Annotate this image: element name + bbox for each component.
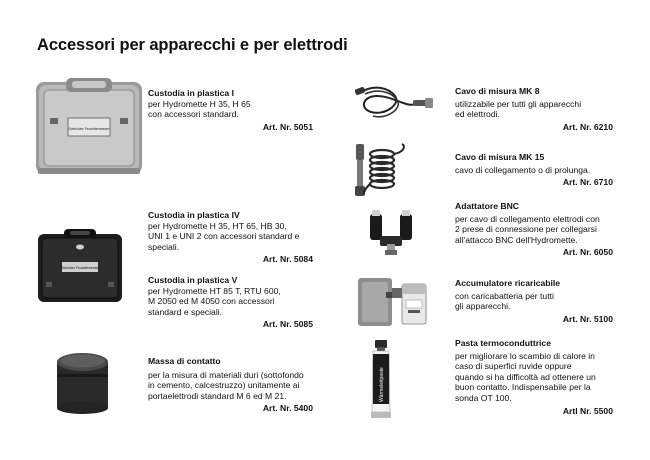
item-art-nr: Art. Nr. 5400 (262, 403, 313, 414)
item-art-nr: Art. Nr. 5051 (262, 121, 313, 132)
item-desc: con caricabatteria per tutti gli apparecchi. (455, 290, 554, 312)
contact-mass-image (55, 350, 110, 414)
case-i-image (36, 78, 142, 176)
item-name: Custodia in plastica IV (148, 210, 240, 220)
item-art-nr: Art. Nr. 5085 (262, 319, 313, 330)
cable-mk8-image (355, 82, 435, 124)
item-desc: per migliorare lo scambio di calore in caso di superfici ruvide oppure quando si ha difficoltà ad ottenere un buon contatto. Indispensabile per la sonda OT 100. (455, 350, 596, 403)
item-desc: per Hydromette H 35, H 65 con accessori standard. (148, 98, 251, 120)
item-cavo-mk8 (455, 86, 613, 132)
item-name: Pasta termoconduttrice (455, 338, 551, 348)
item-name: Custodia in plastica I (148, 88, 234, 98)
item-massa-contatto (148, 356, 313, 414)
item-name: Custodia in plastica V (148, 275, 238, 285)
item-desc: per Hydromette H 35, HT 65, HB 30, UNI 1 e UNI 2 con accessori standard e speciali. (148, 220, 300, 252)
item-art-nr: Art. Nr. 5084 (262, 254, 313, 265)
cable-mk15-image (352, 142, 410, 200)
item-desc: per cavo di collegamento elettrodi con 2 prese di connessione per collegarsi all'attacco BNC dell'Hydromette. (455, 213, 600, 245)
item-name: Adattatore BNC (455, 201, 519, 211)
item-desc: utilizzabile per tutti gli apparecchi ed elettrodi. (455, 98, 582, 120)
item-name: Accumulatore ricaricabile (455, 278, 561, 288)
item-desc: per la misura di materiali duri (sottofondo in cemento, calcestruzzo) unitamente ai portaelettrodi standard M 6 ed M 21. (148, 369, 304, 401)
item-art-nr: Art. Nr. 5100 (562, 313, 613, 324)
item-art-nr: Art. Nr. 6050 (562, 247, 613, 258)
case-i-label: Gebrüder Feuchtemesser (68, 127, 110, 131)
thermal-paste-label: Wärmeleitpaste (379, 367, 385, 402)
item-adattatore-bnc (455, 201, 613, 258)
battery-charger-image (356, 274, 436, 328)
item-art-nr: Artl Nr. 5500 (562, 405, 613, 416)
item-custodia-iv (148, 210, 313, 265)
case-iv-image (36, 228, 124, 304)
item-art-nr: Art. Nr. 6210 (562, 121, 613, 132)
item-custodia-i (148, 88, 313, 132)
item-name: Massa di contatto (148, 356, 221, 366)
item-pasta-termo (455, 338, 613, 416)
page-title: Accessori per apparecchi e per elettrodi (37, 36, 348, 54)
item-name: Cavo di misura MK 15 (455, 152, 545, 162)
item-name: Cavo di misura MK 8 (455, 86, 540, 96)
case-iv-label: Gebrüder Feuchtemesser (60, 266, 100, 270)
item-art-nr: Art. Nr. 6710 (562, 177, 613, 188)
item-custodia-v (148, 275, 313, 330)
item-accumulatore (455, 278, 613, 324)
bnc-adapter-image (366, 210, 416, 256)
item-cavo-mk15 (455, 152, 613, 188)
item-desc: per Hydromette HT 85 T, RTU 600, M 2050 ed M 4050 con accessori standard e speciali. (148, 285, 281, 317)
item-desc: cavo di collegamento o di prolunga. (455, 164, 591, 175)
thermal-paste-image (370, 340, 392, 420)
